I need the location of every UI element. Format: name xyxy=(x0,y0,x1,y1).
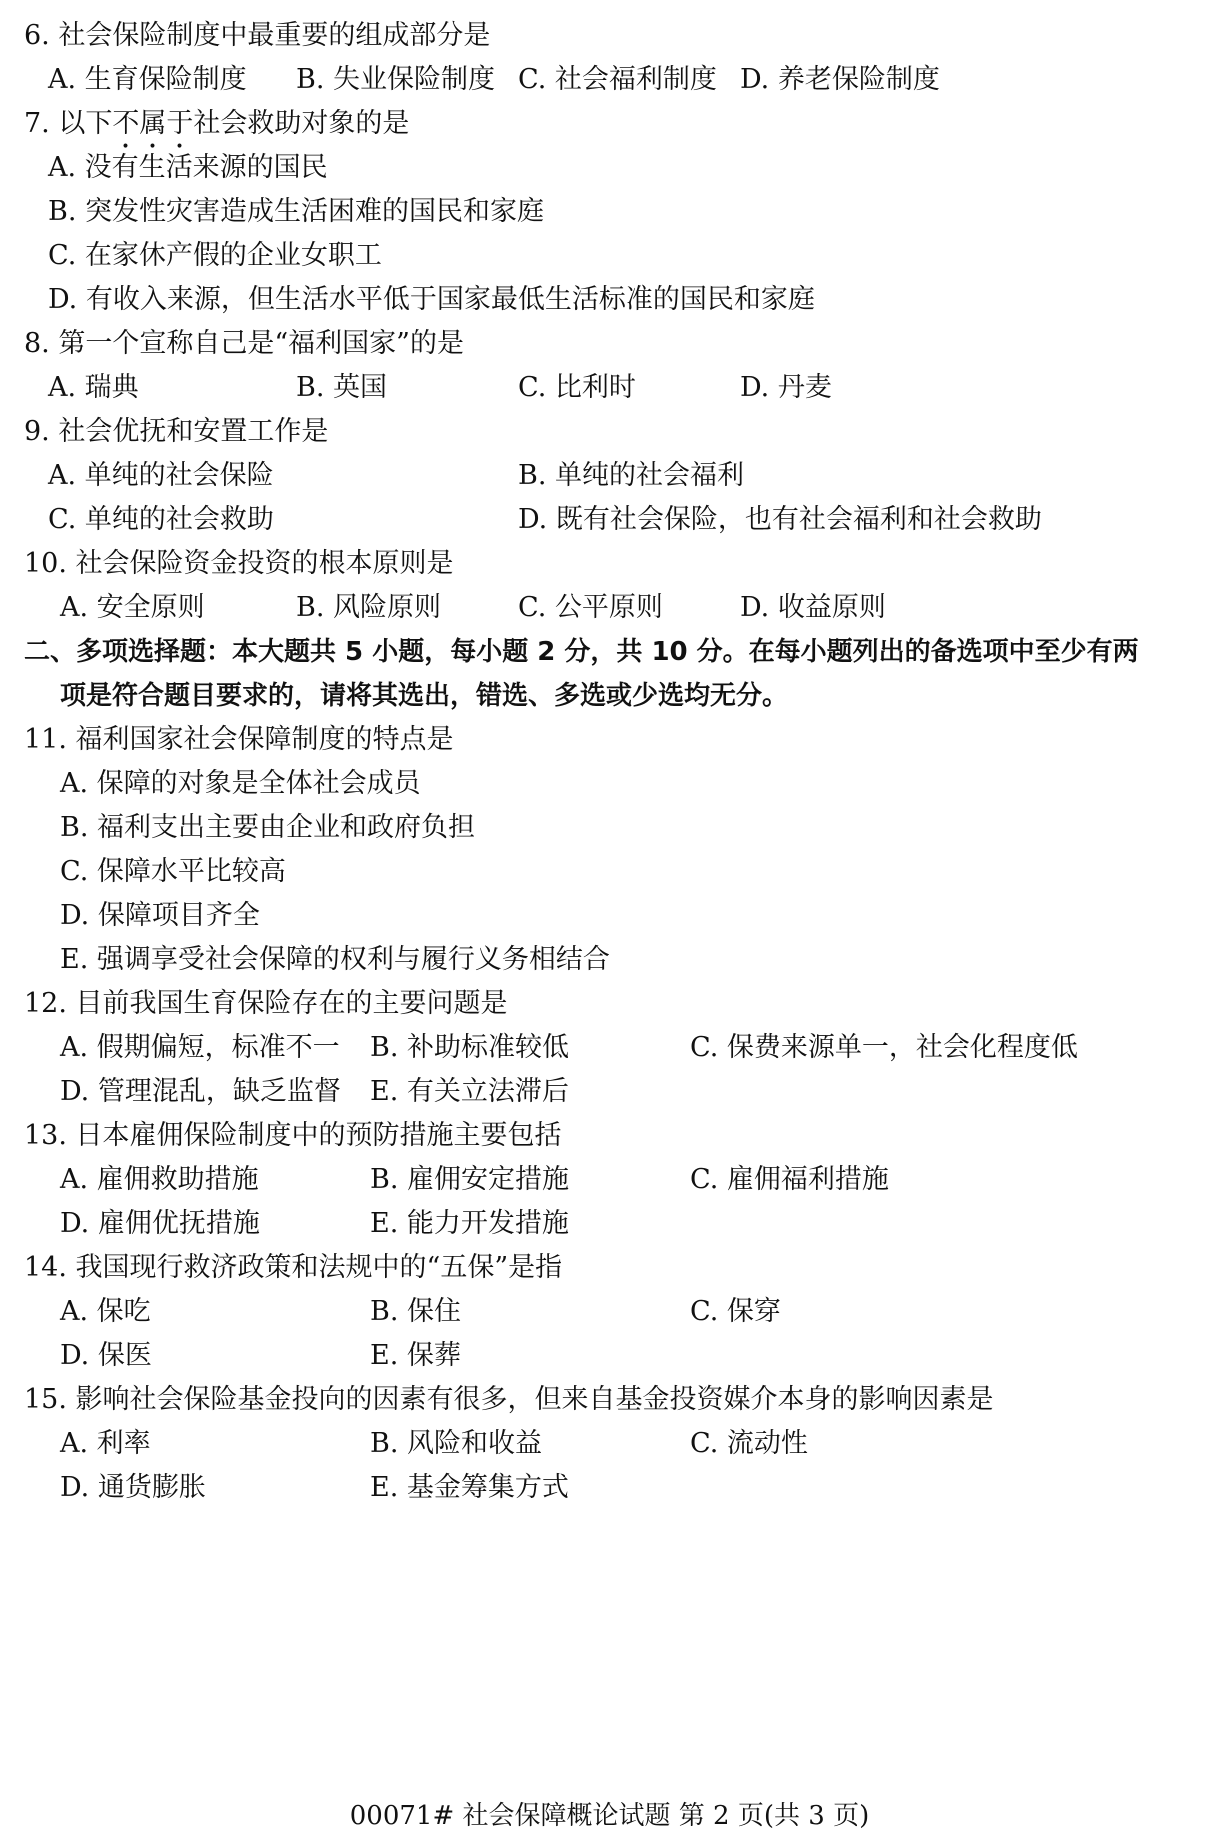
question-14-option-c: C. 保穿 xyxy=(690,1296,781,1327)
question-15-options-row2 xyxy=(0,1466,1219,1510)
question-7-option-c: C. 在家休产假的企业女职工 xyxy=(48,240,382,271)
question-8-options xyxy=(0,366,1219,410)
question-9-options-row1 xyxy=(0,454,1219,498)
question-6-option-d: D. 养老保险制度 xyxy=(740,64,940,95)
question-9-stem: 9. 社会优抚和安置工作是 xyxy=(24,416,329,447)
question-13-option-b: B. 雇佣安定措施 xyxy=(370,1164,570,1195)
question-12-option-c: C. 保费来源单一，社会化程度低 xyxy=(690,1032,1078,1063)
question-10-option-b: B. 风险原则 xyxy=(296,592,442,623)
question-6-options xyxy=(0,58,1219,102)
question-9-option-a: A. 单纯的社会保险 xyxy=(48,460,274,491)
question-14-stem: 14. 我国现行救济政策和法规中的“五保”是指 xyxy=(24,1252,563,1283)
question-9-option-b: B. 单纯的社会福利 xyxy=(518,460,745,491)
question-12-options-row2 xyxy=(0,1070,1219,1114)
question-8-option-a: A. 瑞典 xyxy=(48,372,139,403)
question-14-options-row1 xyxy=(0,1290,1219,1334)
question-10-stem: 10. 社会保险资金投资的根本原则是 xyxy=(24,548,454,579)
question-14-options-row2 xyxy=(0,1334,1219,1378)
section-2-heading-line-2: 项是符合题目要求的，请将其选出，错选、多选或少选均无分。 xyxy=(60,681,789,711)
question-13-options-row2 xyxy=(0,1202,1219,1246)
question-13-options-row1 xyxy=(0,1158,1219,1202)
question-9-options-row2 xyxy=(0,498,1219,542)
page-footer: 00071# 社会保障概论试题 第 2 页(共 3 页) xyxy=(349,1801,870,1831)
question-14-option-d: D. 保医 xyxy=(60,1340,152,1371)
question-11-option-c: C. 保障水平比较高 xyxy=(60,856,286,887)
question-10-option-c: C. 公平原则 xyxy=(518,592,663,623)
question-7-option-d: D. 有收入来源，但生活水平低于国家最低生活标准的国民和家庭 xyxy=(48,284,815,315)
question-11-stem: 11. 福利国家社会保障制度的特点是 xyxy=(24,724,454,755)
question-8-option-c: C. 比利时 xyxy=(518,372,636,403)
question-15-stem: 15. 影响社会保险基金投向的因素有很多，但来自基金投资媒介本身的影响因素是 xyxy=(24,1384,994,1415)
question-10-option-d: D. 收益原则 xyxy=(740,592,886,623)
question-9-option-c: C. 单纯的社会救助 xyxy=(48,504,274,535)
question-15-option-b: B. 风险和收益 xyxy=(370,1428,543,1459)
question-7-stem-emphasis: 不属于 xyxy=(112,108,194,139)
question-7-stem-prefix: 7. 以下 xyxy=(24,108,113,139)
question-14-option-a: A. 保吃 xyxy=(60,1296,151,1327)
question-13-stem: 13. 日本雇佣保险制度中的预防措施主要包括 xyxy=(24,1120,562,1151)
question-12-option-a: A. 假期偏短，标准不一 xyxy=(60,1032,340,1063)
question-15-option-e: E. 基金筹集方式 xyxy=(370,1472,569,1503)
question-13-option-c: C. 雇佣福利措施 xyxy=(690,1164,889,1195)
question-13-option-d: D. 雇佣优抚措施 xyxy=(60,1208,260,1239)
question-15-option-c: C. 流动性 xyxy=(690,1428,808,1459)
question-6-stem: 6. 社会保险制度中最重要的组成部分是 xyxy=(24,20,491,51)
question-15-option-d: D. 通货膨胀 xyxy=(60,1472,206,1503)
question-12-options-row1 xyxy=(0,1026,1219,1070)
question-7-option-a: A. 没有生活来源的国民 xyxy=(48,152,328,183)
question-14-option-e: E. 保葬 xyxy=(370,1340,461,1371)
question-8-option-d: D. 丹麦 xyxy=(740,372,832,403)
question-10-options xyxy=(0,586,1219,630)
question-12-option-b: B. 补助标准较低 xyxy=(370,1032,570,1063)
question-14-option-b: B. 保住 xyxy=(370,1296,462,1327)
question-11-option-b: B. 福利支出主要由企业和政府负担 xyxy=(60,812,476,843)
question-12-stem: 12. 目前我国生育保险存在的主要问题是 xyxy=(24,988,508,1019)
question-7-stem-suffix: 社会救助对象的是 xyxy=(193,108,410,139)
question-8-stem: 8. 第一个宣称自己是“福利国家”的是 xyxy=(24,328,464,359)
question-7-option-b: B. 突发性灾害造成生活困难的国民和家庭 xyxy=(48,196,545,227)
question-11-option-d: D. 保障项目齐全 xyxy=(60,900,260,931)
question-12-option-e: E. 有关立法滞后 xyxy=(370,1076,569,1107)
question-7-stem xyxy=(24,102,409,146)
question-8-option-b: B. 英国 xyxy=(296,372,388,403)
section-2-heading-line-1: 二、多项选择题：本大题共 5 小题，每小题 2 分，共 10 分。在每小题列出的备选项中至少有两 xyxy=(24,637,1139,667)
question-11-option-e: E. 强调享受社会保障的权利与履行义务相结合 xyxy=(60,944,610,975)
question-9-option-d: D. 既有社会保险，也有社会福利和社会救助 xyxy=(518,504,1042,535)
question-6-option-a: A. 生育保险制度 xyxy=(48,64,247,95)
question-11-option-a: A. 保障的对象是全体社会成员 xyxy=(60,768,421,799)
question-15-options-row1 xyxy=(0,1422,1219,1466)
question-13-option-a: A. 雇佣救助措施 xyxy=(60,1164,259,1195)
question-13-option-e: E. 能力开发措施 xyxy=(370,1208,569,1239)
question-12-option-d: D. 管理混乱，缺乏监督 xyxy=(60,1076,341,1107)
question-10-option-a: A. 安全原则 xyxy=(60,592,205,623)
question-6-option-b: B. 失业保险制度 xyxy=(296,64,496,95)
question-15-option-a: A. 利率 xyxy=(60,1428,151,1459)
question-6-option-c: C. 社会福利制度 xyxy=(518,64,717,95)
